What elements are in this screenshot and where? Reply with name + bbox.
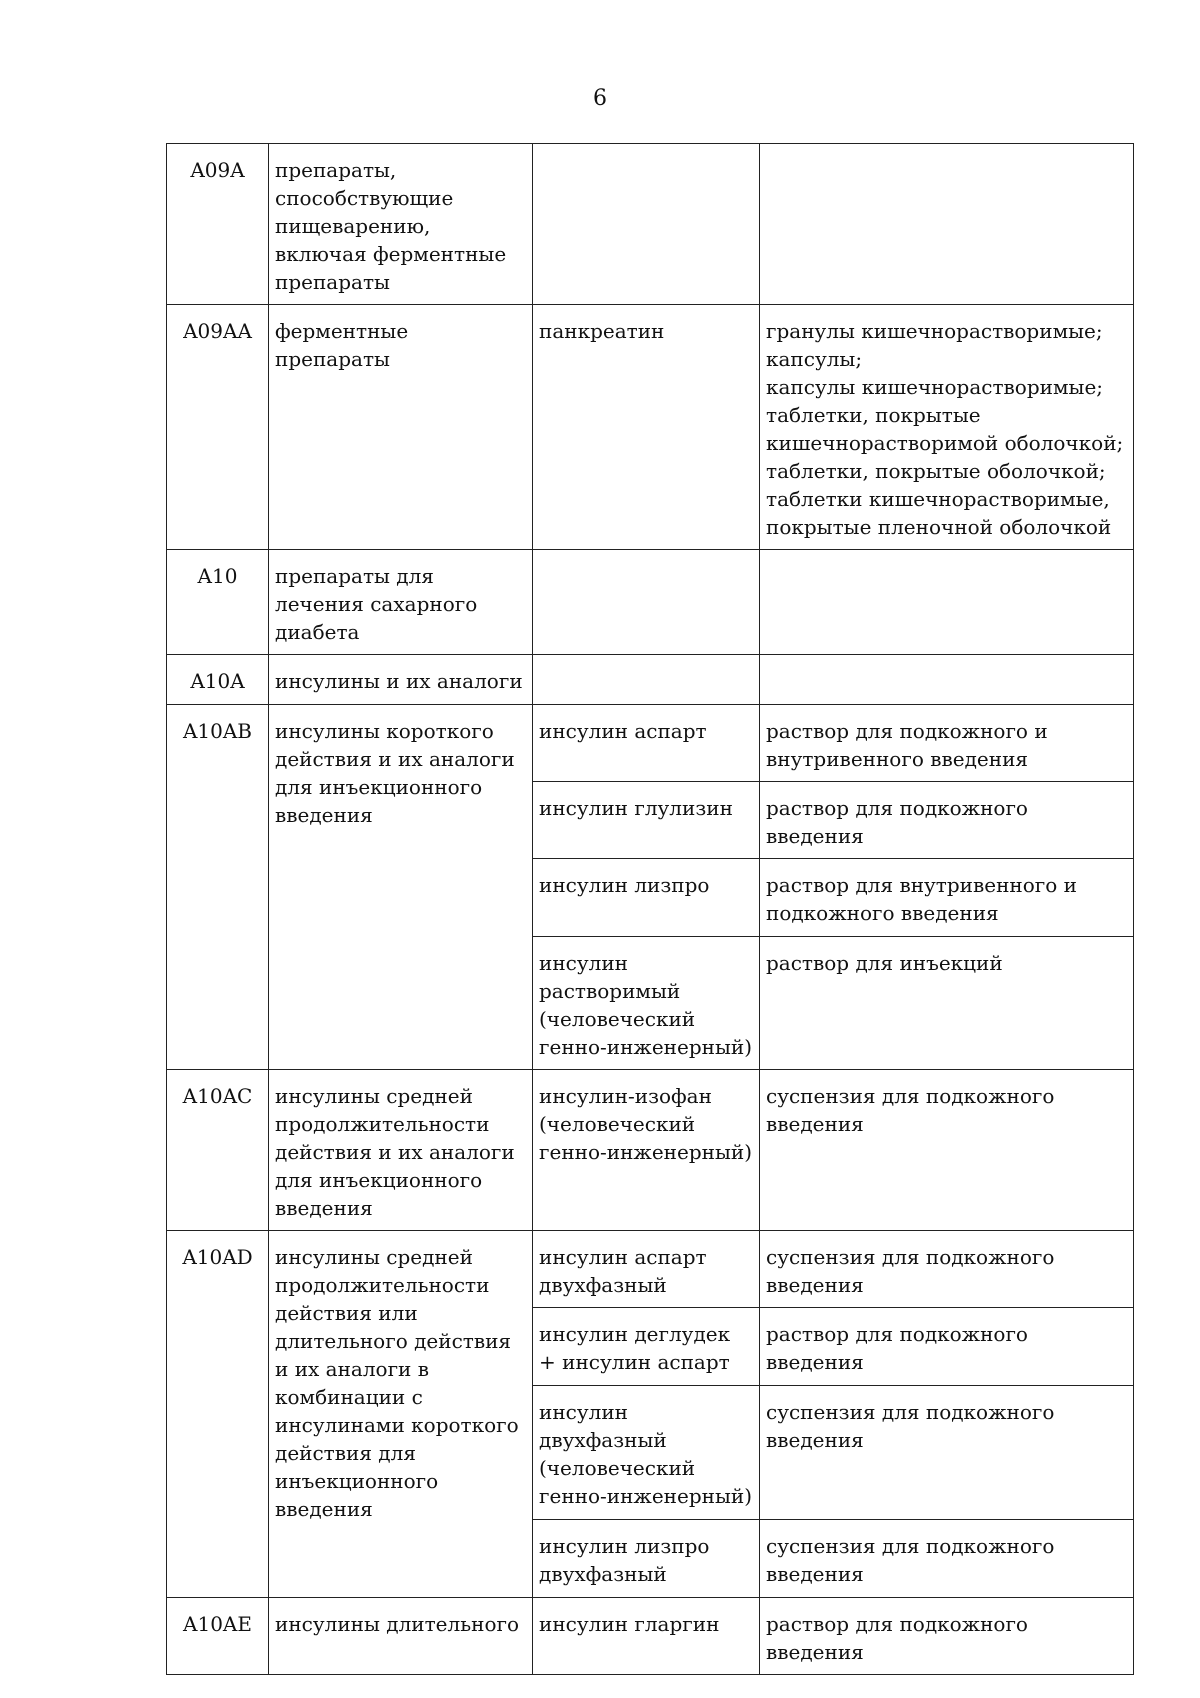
atc-code: A10AE: [167, 1598, 269, 1675]
group-name: инсулины средней продолжительности действия и их аналоги для инъекционного введения: [269, 1070, 533, 1231]
group-name: инсулины и их аналоги: [269, 655, 533, 705]
group-name: инсулины средней продолжительности действия или длительного действия и их аналоги в комбинации с инсулинами короткого действия для инъекционного введения: [269, 1231, 533, 1598]
drug-name: [533, 550, 760, 655]
page-number: 6: [593, 86, 607, 111]
table-row: [167, 1070, 1134, 1231]
dosage-form: [760, 144, 1134, 305]
drug-classification-table: [166, 143, 1134, 1675]
drug-name: инсулин лизпро двухфазный: [533, 1520, 760, 1598]
dosage-form: раствор для подкожного введения: [760, 782, 1134, 859]
drug-name: инсулин растворимый (человеческий генно-инженерный): [533, 937, 760, 1070]
dosage-form-line: капсулы кишечнорастворимые;: [766, 375, 1104, 399]
dosage-form: раствор для инъекций: [760, 937, 1134, 1070]
dosage-form: раствор для подкожного введения: [760, 1598, 1134, 1675]
atc-code: A10AB: [167, 705, 269, 1070]
group-name: инсулины длительного: [269, 1598, 533, 1675]
atc-code: A10AC: [167, 1070, 269, 1231]
dosage-form-line: таблетки, покрытые кишечнорастворимой оболочкой;: [766, 403, 1124, 455]
dosage-form: [760, 550, 1134, 655]
table-row: [167, 655, 1134, 705]
drug-name: инсулин лизпро: [533, 859, 760, 937]
dosage-form: раствор для подкожного и внутривенного введения: [760, 705, 1134, 782]
atc-code: A10A: [167, 655, 269, 705]
table-row: [167, 1231, 1134, 1308]
dosage-form-line: капсулы;: [766, 347, 863, 371]
dosage-form: [760, 655, 1134, 705]
dosage-form: суспензия для подкожного введения: [760, 1231, 1134, 1308]
drug-name: [533, 655, 760, 705]
table-row: [167, 550, 1134, 655]
atc-code: A09A: [167, 144, 269, 305]
drug-name: инсулин аспарт: [533, 705, 760, 782]
atc-code: A09AA: [167, 305, 269, 550]
group-name: инсулины короткого действия и их аналоги для инъекционного введения: [269, 705, 533, 1070]
atc-code: A10AD: [167, 1231, 269, 1598]
dosage-form: суспензия для подкожного введения: [760, 1520, 1134, 1598]
group-name: препараты, способствующие пищеварению, включая ферментные препараты: [269, 144, 533, 305]
drug-name: инсулин двухфазный (человеческий генно-инженерный): [533, 1386, 760, 1520]
atc-code: A10: [167, 550, 269, 655]
dosage-form-line: таблетки кишечнорастворимые, покрытые пленочной оболочкой: [766, 487, 1112, 539]
dosage-form: суспензия для подкожного введения: [760, 1386, 1134, 1520]
table-row: [167, 144, 1134, 305]
dosage-form-line: гранулы кишечнорастворимые;: [766, 319, 1103, 343]
dosage-form: суспензия для подкожного введения: [760, 1070, 1134, 1231]
dosage-form-line: таблетки, покрытые оболочкой;: [766, 459, 1106, 483]
dosage-form: раствор для внутривенного и подкожного введения: [760, 859, 1134, 937]
drug-name: инсулин-изофан (человеческий генно-инженерный): [533, 1070, 760, 1231]
table-row: [167, 305, 1134, 550]
table-row: [167, 1598, 1134, 1675]
group-name: препараты для лечения сахарного диабета: [269, 550, 533, 655]
drug-name: инсулин деглудек + инсулин аспарт: [533, 1308, 760, 1386]
group-name: ферментные препараты: [269, 305, 533, 550]
drug-name: инсулин аспарт двухфазный: [533, 1231, 760, 1308]
table-row: [167, 705, 1134, 782]
drug-name: инсулин глулизин: [533, 782, 760, 859]
dosage-form: [760, 305, 1134, 550]
dosage-form: раствор для подкожного введения: [760, 1308, 1134, 1386]
drug-name: панкреатин: [533, 305, 760, 550]
drug-name: инсулин гларгин: [533, 1598, 760, 1675]
drug-name: [533, 144, 760, 305]
